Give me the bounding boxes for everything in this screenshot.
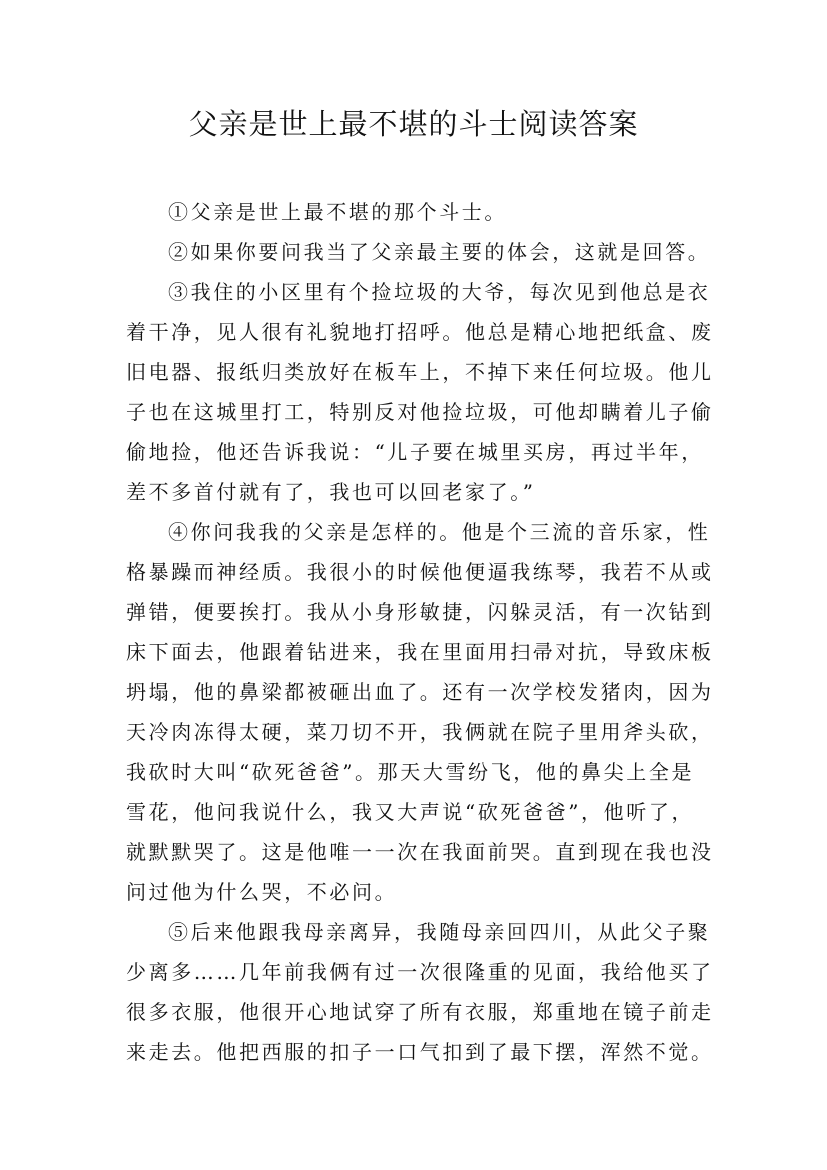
paragraph-4-line: 格暴躁而神经质。我很小的时候他便逼我练琴，我若不从或 — [126, 560, 714, 584]
paragraph-3-line: 旧电器、报纸归类放好在板车上，不掉下来任何垃圾。他儿 — [126, 360, 714, 384]
paragraph-3-line: 着干净，见人很有礼貌地打招呼。他总是精心地把纸盒、废 — [126, 320, 714, 344]
paragraph-4-line: 天冷肉冻得太硬，菜刀切不开，我俩就在院子里用斧头砍， — [126, 720, 714, 744]
paragraph-5-line: 来走去。他把西服的扣子一口气扣到了最下摆，浑然不觉。 — [126, 1040, 714, 1064]
paragraph-4-line: 问过他为什么哭，不必问。 — [126, 880, 398, 904]
paragraph-3-line: 子也在这城里打工，特别反对他捡垃圾，可他却瞒着儿子偷 — [126, 400, 714, 424]
paragraph-5-line: 少离多……几年前我俩有过一次很隆重的见面，我给他买了 — [126, 960, 714, 984]
paragraph-4-line: 床下面去，他跟着钻进来，我在里面用扫帚对抗，导致床板 — [126, 640, 714, 664]
paragraph-4-line: 坍塌，他的鼻梁都被砸出血了。还有一次学校发猪肉，因为 — [126, 680, 714, 704]
paragraph-4-line: 雪花，他问我说什么，我又大声说“砍死爸爸”，他听了， — [126, 800, 695, 824]
document-title: 父亲是世上最不堪的斗士阅读答案 — [188, 107, 639, 141]
paragraph-3-line: 偷地捡，他还告诉我说：“儿子要在城里买房，再过半年， — [126, 440, 704, 464]
paragraph-2-line: ②如果你要问我当了父亲最主要的体会，这就是回答。 — [168, 240, 711, 264]
paragraph-5-line: 很多衣服，他很开心地试穿了所有衣服，郑重地在镜子前走 — [126, 1000, 714, 1024]
paragraph-1-line: ①父亲是世上最不堪的那个斗士。 — [168, 200, 507, 224]
paragraph-4-line: 弹错，便要挨打。我从小身形敏捷，闪躲灵活，有一次钻到 — [126, 600, 714, 624]
paragraph-5-line: ⑤后来他跟我母亲离异，我随母亲回四川，从此父子聚 — [168, 920, 711, 944]
paragraph-4-line: 我砍时大叫“砍死爸爸”。那天大雪纷飞，他的鼻尖上全是 — [126, 760, 695, 784]
paragraph-3-line: 差不多首付就有了，我也可以回老家了。” — [126, 480, 536, 504]
paragraph-4-line: ④你问我我的父亲是怎样的。他是个三流的音乐家，性 — [168, 520, 711, 544]
paragraph-4-line: 就默默哭了。这是他唯一一次在我面前哭。直到现在我也没 — [126, 840, 714, 864]
paragraph-3-line: ③我住的小区里有个捡垃圾的大爷，每次见到他总是衣 — [168, 280, 711, 304]
article-body — [126, 192, 716, 1072]
